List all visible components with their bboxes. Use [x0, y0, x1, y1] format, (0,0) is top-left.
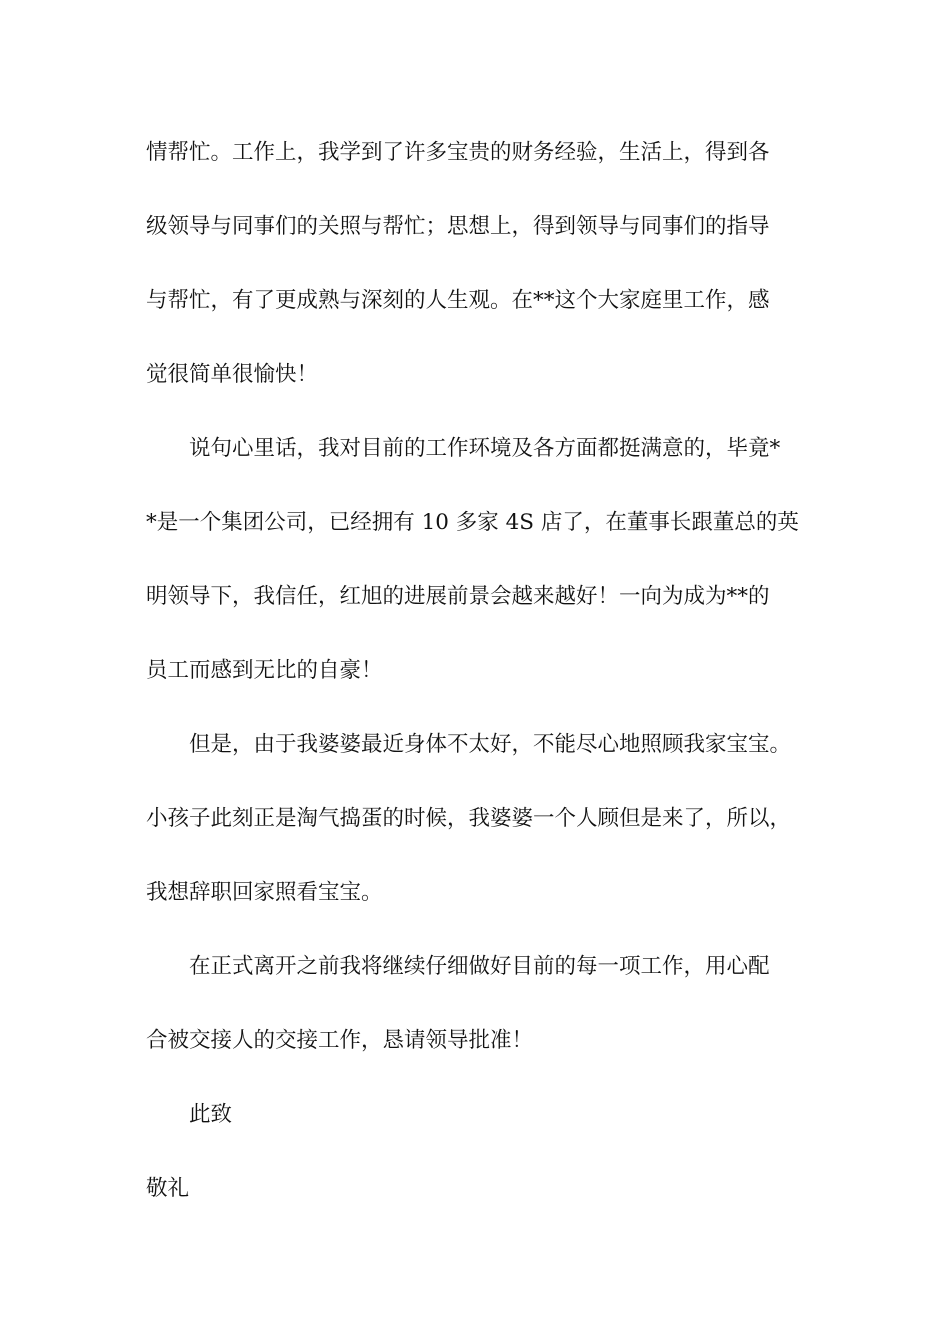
text-line-1: 情帮忙。工作上，我学到了许多宝贵的财务经验，生活上，得到各 — [146, 140, 770, 165]
text-line-9: 但是，由于我婆婆最近身体不太好，不能尽心地照顾我家宝宝。 — [189, 732, 792, 757]
text-line-3: 与帮忙，有了更成熟与深刻的人生观。在**这个大家庭里工作，感 — [146, 288, 770, 313]
closing-salutation: 此致 — [189, 1102, 233, 1127]
text-line-2: 级领导与同事们的关照与帮忙；思想上，得到领导与同事们的指导 — [146, 214, 770, 239]
text-line-8: 员工而感到无比的自豪！ — [146, 658, 383, 683]
text-line-11: 我想辞职回家照看宝宝。 — [146, 880, 383, 905]
text-line-7: 明领导下，我信任，红旭的进展前景会越来越好！一向为成为**的 — [146, 584, 770, 609]
text-line-12: 在正式离开之前我将继续仔细做好目前的每一项工作，用心配 — [189, 954, 770, 979]
text-line-5: 说句心里话，我对目前的工作环境及各方面都挺满意的，毕竟* — [189, 436, 781, 461]
text-line-10: 小孩子此刻正是淘气捣蛋的时候，我婆婆一个人顾但是来了，所以， — [146, 806, 792, 831]
text-line-13: 合被交接人的交接工作，恳请领导批准！ — [146, 1028, 534, 1053]
closing-regards: 敬礼 — [146, 1176, 190, 1201]
text-line-6: *是一个集团公司，已经拥有 10 多家 4S 店了，在董事长跟董总的英 — [146, 510, 799, 535]
text-line-4: 觉很简单很愉快！ — [146, 362, 319, 387]
letter-body — [146, 134, 826, 1244]
